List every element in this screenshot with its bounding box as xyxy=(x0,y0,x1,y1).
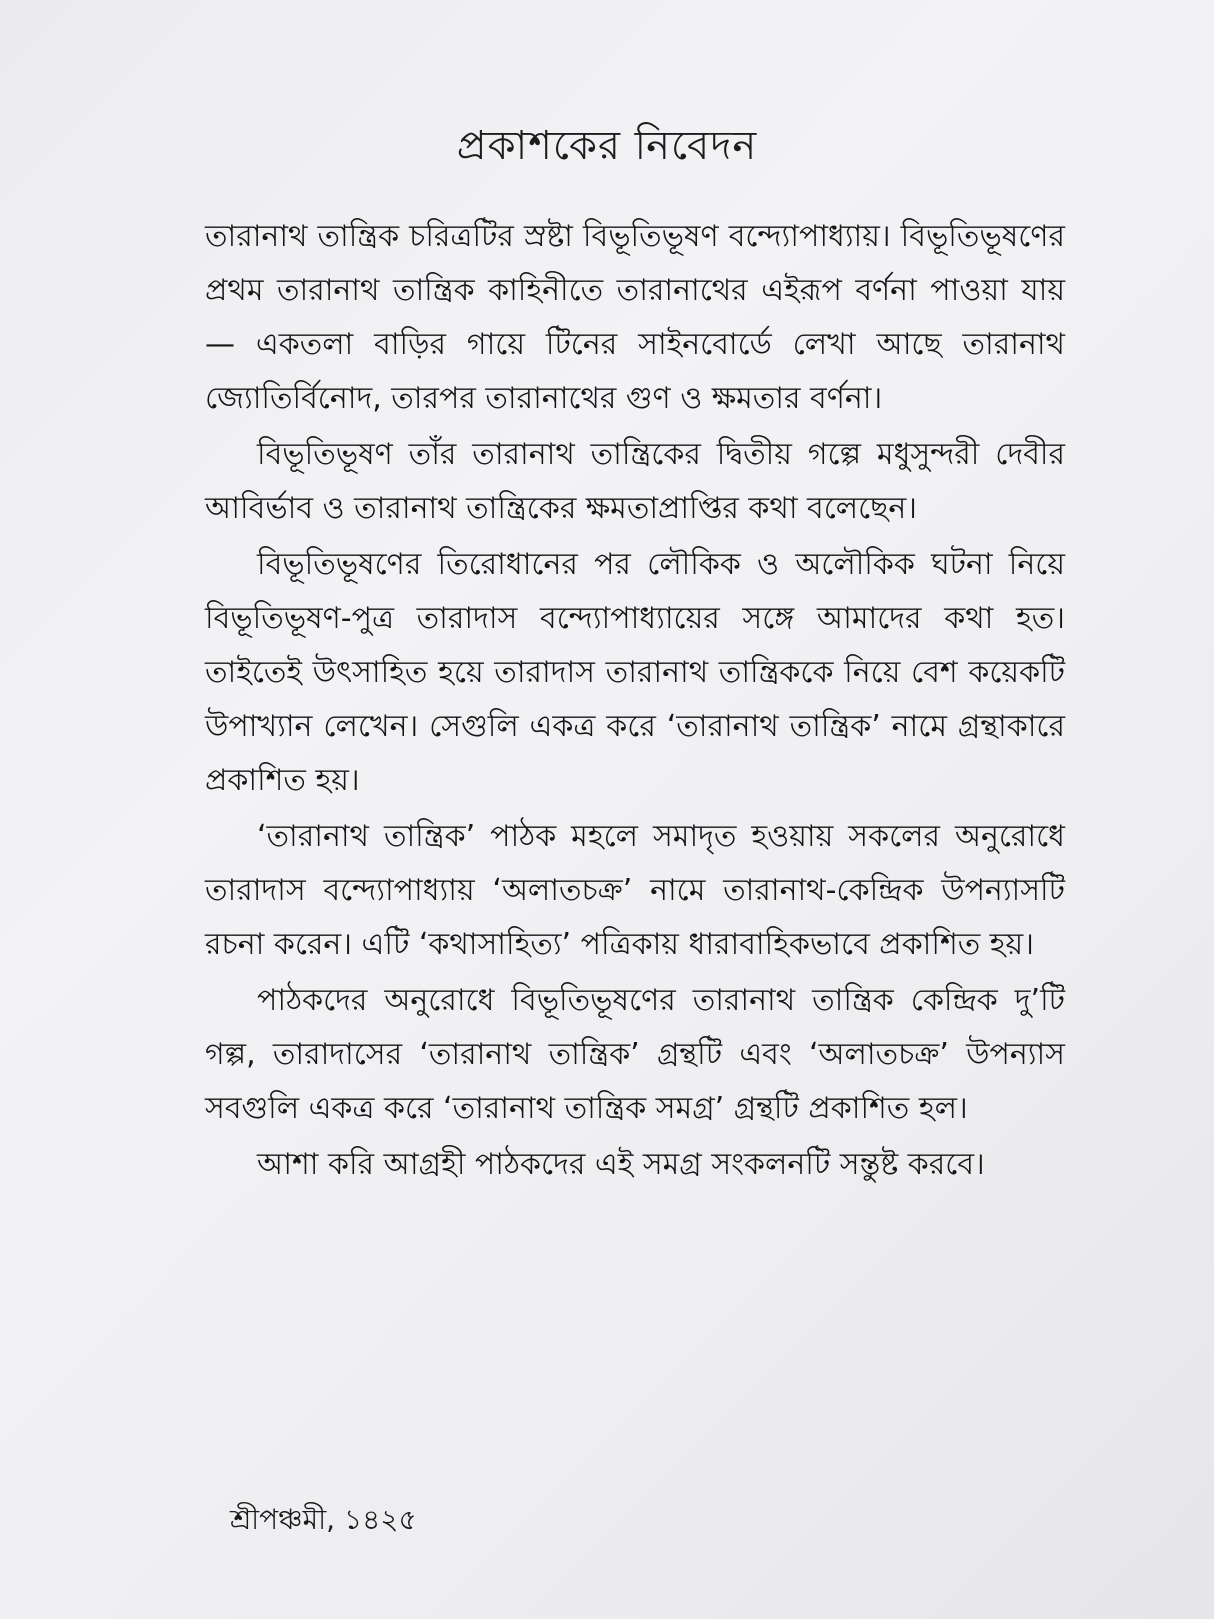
paragraph: তারানাথ তান্ত্রিক চরিত্রটির স্রষ্টা বিভূতিভূষণ বন্দ্যোপাধ্যায়। বিভূতিভূষণের প্রথম তারানাথ তান্ত্রিক কাহিনীতে তারানাথের এইরূপ বর্ণনা পাওয়া যায় — একতলা বাড়ির গায়ে টিনের সাইনবোর্ডে লেখা আছে তারানাথ জ্যোতির্বিনোদ, তারপর তারানাথের গুণ ও ক্ষমতার বর্ণনা। xyxy=(205,219,1065,416)
paragraph: বিভূতিভূষণের তিরোধানের পর লৌকিক ও অলৌকিক ঘটনা নিয়ে বিভূতিভূষণ-পুত্র তারাদাস বন্দ্যোপাধ্যায়ের সঙ্গে আমাদের কথা হত। তাইতেই উৎসাহিত হয়ে তারাদাস তারানাথ তান্ত্রিককে নিয়ে বেশ কয়েকটি উপাখ্যান লেখেন। সেগুলি একত্র করে ‘তারানাথ তান্ত্রিক’ নামে গ্রন্থাকারে প্রকাশিত হয়। xyxy=(205,547,1065,798)
page-title: প্রকাশকের নিবেদন xyxy=(456,123,758,169)
date-signature: শ্রীপঞ্চমী, ১৪২৫ xyxy=(230,1503,417,1536)
paragraph: বিভূতিভূষণ তাঁর তারানাথ তান্ত্রিকের দ্বিতীয় গল্পে মধুসুন্দরী দেবীর আবির্ভাব ও তারানাথ তান্ত্রিকের ক্ষমতাপ্রাপ্তির কথা বলেছেন। xyxy=(205,437,1065,526)
paragraph: ‘তারানাথ তান্ত্রিক’ পাঠক মহলে সমাদৃত হওয়ায় সকলের অনুরোধে তারাদাস বন্দ্যোপাধ্যায় ‘অলাতচক্র’ নামে তারানাথ-কেন্দ্রিক উপন্যাসটি রচনা করেন। এটি ‘কথাসাহিত্য’ পত্রিকায় ধারাবাহিকভাবে প্রকাশিত হয়। xyxy=(205,819,1065,962)
paragraph: আশা করি আগ্রহী পাঠকদের এই সমগ্র সংকলনটি সন্তুষ্ট করবে। xyxy=(257,1147,985,1182)
paragraph: পাঠকদের অনুরোধে বিভূতিভূষণের তারানাথ তান্ত্রিক কেন্দ্রিক দু’টি গল্প, তারাদাসের ‘তারানাথ তান্ত্রিক’ গ্রন্থটি এবং ‘অলাতচক্র’ উপন্যাস সবগুলি একত্র করে ‘তারানাথ তান্ত্রিক সমগ্র’ গ্রন্থটি প্রকাশিত হল। xyxy=(205,983,1065,1126)
body-text xyxy=(205,210,1065,1192)
